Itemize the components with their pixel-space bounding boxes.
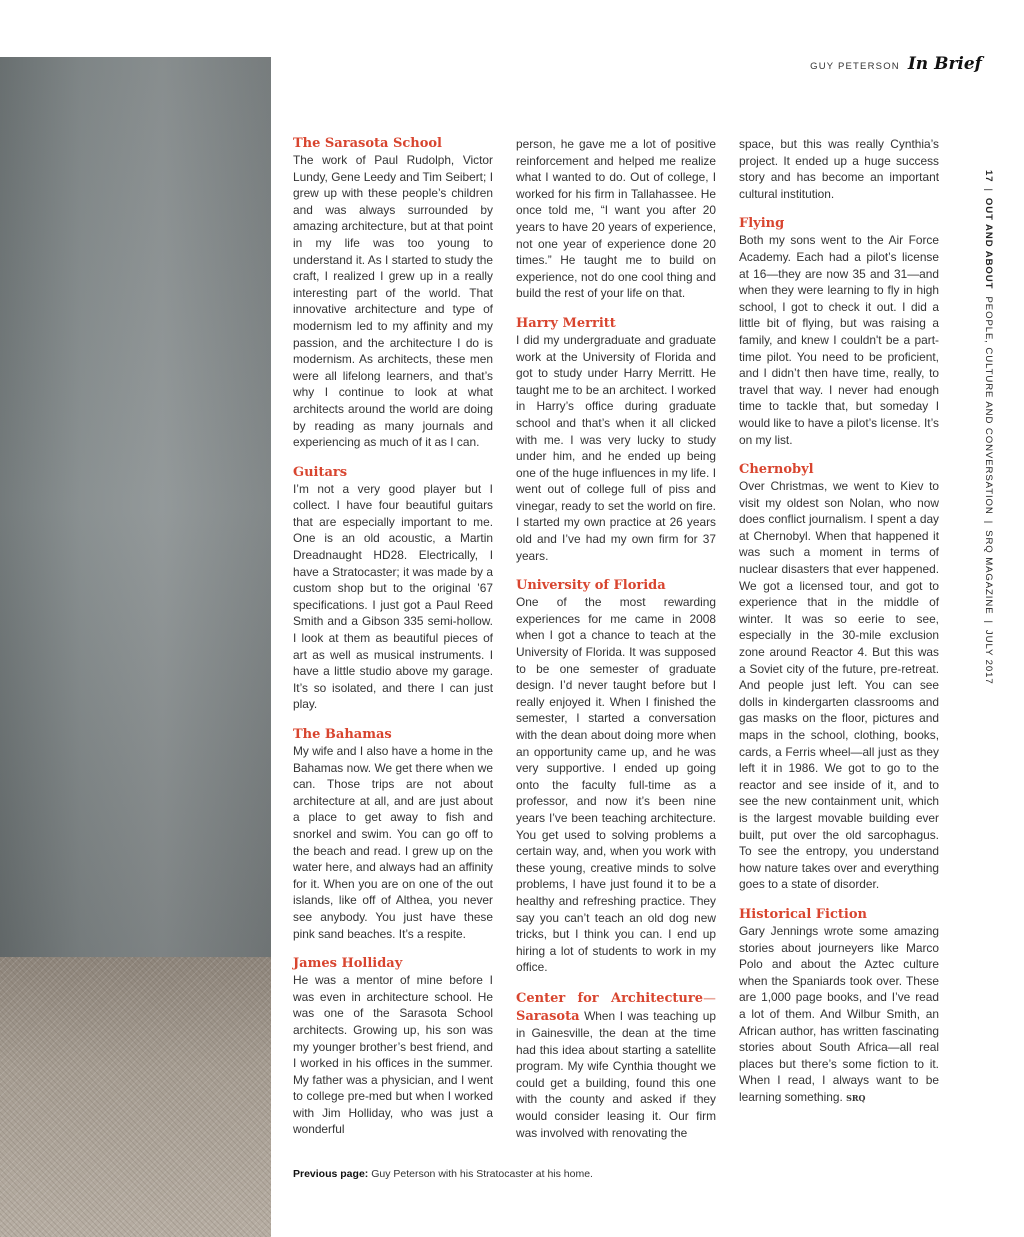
body-paragraph: person, he gave me a lot of positive reinforcement and helped me realize what I wanted to do. Out of college, I worked for his firm in Tallahassee. He once told me, “I want you after 20 years to have 20 years of experience, not one year of experience done 20 times.” He taught me to build on experience, not do one cool thing and build the rest of your life on that. — [516, 137, 716, 301]
body-paragraph: He was a mentor of mine before I was even in architecture school. He was one of the Sarasota School architects. Growing up, his son was my younger brother’s best friend, and I worked in his offices in the summer. My father was a physician, and I went to college pre-med but when I worked with Jim Holliday, who was just a wonderful — [293, 973, 493, 1137]
guitar-photo-crop — [0, 57, 271, 1237]
folio-magazine: SRQ MAGAZINE — [983, 530, 994, 615]
photo-wall-shading — [0, 57, 271, 957]
body-paragraph: I did my undergraduate and graduate work at the University of Florida and got to study under Harry Merritt. He taught me to be an architect. I worked in Harry’s office during graduate school and that’s when it all clicked with me. I was very lucky to study under him, and he ended up being one of the huge influences in my life. I went out of college full of piss and vinegar, ready to set the world on fire. I started my own practice at 26 years old and I’ve had my own firm for 37 years. — [516, 332, 716, 563]
subhead-guitars: Guitars — [293, 464, 348, 480]
folio-subtitle: PEOPLE, CULTURE AND CONVERSATION — [983, 296, 994, 515]
running-header — [810, 54, 982, 74]
subhead-james-holliday: James Holliday — [293, 956, 403, 972]
body-paragraph: One of the most rewarding experiences for me came in 2008 when I got a chance to teach at the University of Florida. It was supposed to be one semester of graduate design. I’d never taught before but I really enjoyed it. When I finished the semester, I started a conversation with the dean about doing more when an opportunity came up, and he was very supportive. I ended up going onto the faculty full-time as a professor, and now it’s been nine years I’ve been teaching architecture. You get used to solving problems a certain way, and, when you work with these young, creative minds to solve problems, I have just found it to be a healthy and refreshing practice. They say you can’t teach an old dog new tricks, but I think you can. I end up hiring a lot of students to work in my office. — [516, 595, 716, 975]
folio-section: OUT AND ABOUT — [983, 197, 994, 290]
caption-label: Previous page: — [293, 1168, 369, 1180]
body-paragraph: My wife and I also have a home in the Bahamas now. We get there when we can. Those trips are not about architecture at all, and are just about a place to get away to fish and snorkel and swim. You can go off to the beach and read. I grew up on the water here, and always had an affinity for it. When you are on one of the out islands, like off of Althea, you never see anybody. You just have these pink sand beaches. It’s a respite. — [293, 744, 493, 941]
column-2 — [516, 136, 716, 1155]
subhead-sarasota-school: The Sarasota School — [293, 136, 442, 151]
column-1 — [293, 136, 493, 1152]
folio-text: 17|OUT AND ABOUT PEOPLE, CULTURE AND CONVERSATION|SRQ MAGAZINE|JULY 2017 — [983, 170, 994, 685]
subhead-center-for-architecture: Center for Architecture—Sarasota — [516, 990, 716, 1024]
end-mark: SRQ — [846, 1092, 866, 1103]
vertical-folio — [978, 170, 994, 685]
subhead-harry-merritt: Harry Merritt — [516, 315, 616, 331]
subhead-historical-fiction: Historical Fiction — [739, 906, 867, 922]
photo-caption — [293, 1168, 593, 1180]
body-paragraph: Over Christmas, we went to Kiev to visit my oldest son Nolan, who now does conflict journalism. I spent a day at Chernobyl. When that happened it was such a moment in terms of nuclear disasters that ever happened. We got a licensed tour, and got to experience that in the middle of winter. It was so eerie to see, especially in the 30-mile exclusion zone around Reactor 4. But this was a Soviet city of the future, pre-retreat. And people just left. You can see dolls in kindergarten classrooms and gas masks on the floor, pictures and maps in the school, clothing, books, cards, a Ferris wheel—all just as they left it in 1986. We got to go to the reactor and see inside of it, and to see the new containment unit, which is the largest movable building ever built, put over the old sarcophagus. To see the entropy, you understand how nature takes over and everything goes to a state of disorder. — [739, 479, 939, 892]
body-paragraph-inline-head: Center for Architecture—Sarasota When I was teaching up in Gainesville, the dean at the time had this idea about starting a satellite program. My wife Cynthia thought we could get a building, found this one with the county and asked if they would consider leasing it. Our firm was involved with renovating the — [516, 990, 716, 1140]
body-paragraph: The work of Paul Rudolph, Victor Lundy, Gene Leedy and Tim Seibert; I grew up with these people’s children and was always surrounded by amazing architecture, but at that point in my life was too young to understand it. As I started to study the craft, I realized I grew up in a really interesting part of the world. That innovative architecture and type of modernism led to my affinity and my passion, and the architecture I do is modernism. As architects, these men were all lifelong learners, and that’s why I continue to look at what architects around the world are doing by reading as many journals and experiencing as much of it as I can. — [293, 153, 493, 450]
subhead-university-of-florida: University of Florida — [516, 578, 666, 594]
page-number: 17 — [983, 170, 994, 183]
body-paragraph: Both my sons went to the Air Force Academy. Each had a pilot’s license at 16—they are now 35 and 31—and when they were learning to fly in high school, I got to check it out. I did a little bit of flying, but was raising a family, and knew I couldn't be a part-time pilot. You need to be proficient, and I didn’t then have time, really, to travel that way. I never had enough time to tackle that, but someday I would like to have a pilot’s license. It’s on my list. — [739, 233, 939, 447]
body-paragraph: space, but this was really Cynthia’s project. It ended up a huge success story and has become an important cultural institution. — [739, 137, 939, 201]
header-section: In Brief — [907, 54, 982, 74]
column-3 — [739, 136, 939, 1120]
photo-carpet — [0, 957, 271, 1237]
header-name: GUY PETERSON — [810, 61, 900, 72]
body-paragraph: I’m not a very good player but I collect. I have four beautiful guitars that are especially important to me. One is an old acoustic, a Martin Dreadnaught HD28. Electrically, I have a Stratocaster; it was made by a custom shop but to the original ’67 specifications. I just got a Paul Reed Smith and a Gibson 335 semi-hollow. I look at them as beautiful pieces of art as well as musical instruments. I have a little studio above my garage. It’s so isolated, and there I can just play. — [293, 481, 493, 712]
caption-text: Guy Peterson with his Stratocaster at his home. — [368, 1168, 593, 1180]
body-paragraph: Gary Jennings wrote some amazing stories about journeyers like Marco Polo and about the Aztec culture when the Spaniards took over. These are 1,000 page books, and I’ve read a lot of them. And Wilbur Smith, an African author, has written fascinating stories about South Africa—all real places but there’s some fiction to it. When I read, I always want to be learning something. SRQ — [739, 923, 939, 1104]
subhead-flying: Flying — [739, 216, 785, 232]
subhead-chernobyl: Chernobyl — [739, 462, 814, 478]
folio-issue: JULY 2017 — [983, 629, 994, 685]
subhead-bahamas: The Bahamas — [293, 727, 392, 742]
